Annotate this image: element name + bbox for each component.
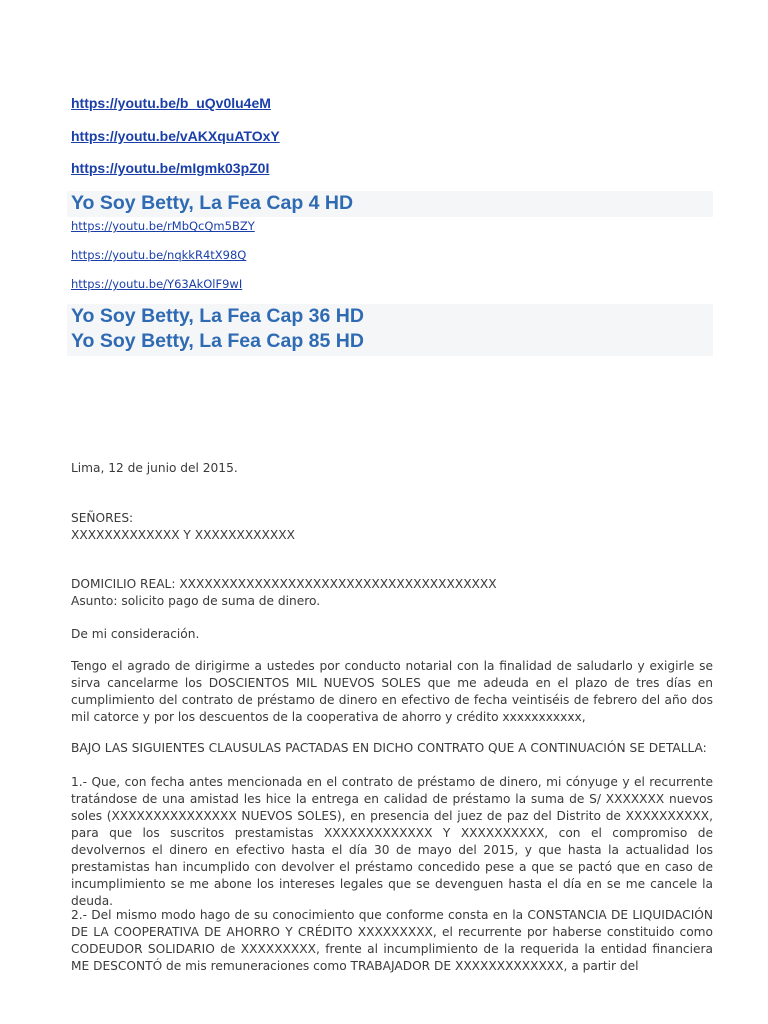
heading-cap-36: Yo Soy Betty, La Fea Cap 36 HD — [71, 305, 364, 327]
video-link-5[interactable]: https://youtu.be/nqkkR4tX98Q — [71, 248, 247, 262]
video-link-2[interactable]: https://youtu.be/vAKXquATOxY — [71, 128, 280, 144]
heading-cap-4: Yo Soy Betty, La Fea Cap 4 HD — [71, 192, 354, 214]
letter-domicilio: DOMICILIO REAL: XXXXXXXXXXXXXXXXXXXXXXXXXXXXXXXXXXXXXX — [71, 577, 497, 591]
video-link-6[interactable]: https://youtu.be/Y63AkOlF9wI — [71, 277, 243, 291]
video-link-3[interactable]: https://youtu.be/mIgmk03pZ0I — [71, 160, 270, 176]
letter-clausulas-heading: BAJO LAS SIGUIENTES CLAUSULAS PACTADAS EN DICHO CONTRATO QUE A CONTINUACIÓN SE DETALLA: — [71, 741, 707, 755]
letter-recipients: XXXXXXXXXXXXX Y XXXXXXXXXXXX — [71, 528, 295, 542]
letter-consideracion: De mi consideración. — [71, 627, 200, 641]
letter-salutation: SEÑORES: — [71, 511, 134, 525]
letter-date: Lima, 12 de junio del 2015. — [71, 461, 238, 475]
letter-paragraph-2: 1.- Que, con fecha antes mencionada en el contrato de préstamo de dinero, mi cónyuge y el recurrente tratándose de una amistad les hice la entrega en calidad de préstamo la suma de S/ XXXXXXX nuevos soles (XXXXXXXXXXXXXXX NUEVOS SOLES), en presencia del juez de paz del Distrito de XXXXXXXXXX, para que los suscritos prestamistas XXXXXXXXXXXXX Y XXXXXXXXXX, con el compromiso de devolvernos el dinero en efectivo hasta el día 30 de mayo del 2015, y que hasta la actualidad los prestamistas han incumplido con devolver el préstamo concedido pese a que se pactó que en caso de incumplimiento se me abone los intereses legales que se devenguen hasta el día en se me cancele la deuda. — [71, 775, 713, 908]
video-link-4[interactable]: https://youtu.be/rMbQcQm5BZY — [71, 219, 255, 233]
letter-asunto: Asunto: solicito pago de suma de dinero. — [71, 594, 321, 608]
video-link-1[interactable]: https://youtu.be/b_uQv0lu4eM — [71, 95, 271, 111]
heading-cap-85: Yo Soy Betty, La Fea Cap 85 HD — [71, 330, 364, 352]
letter-paragraph-3: 2.- Del mismo modo hago de su conocimiento que conforme consta en la CONSTANCIA DE LIQUIDACIÓN DE LA COOPERATIVA DE AHORRO Y CRÉDITO XXXXXXXXX, el recurrente por haberse constituido como CODEUDOR SOLIDARIO de XXXXXXXXX, frente al incumplimiento de la requerida la entidad financiera ME DESCONTÓ de mis remuneraciones como TRABAJADOR DE XXXXXXXXXXXXX, a partir del — [71, 908, 713, 973]
letter-paragraph-1: Tengo el agrado de dirigirme a ustedes por conducto notarial con la finalidad de saludarlo y exigirle se sirva cancelarme los DOSCIENTOS MIL NUEVOS SOLES que me adeuda en el plazo de tres días en cumplimiento del contrato de préstamo de dinero en efectivo de fecha veintiséis de febrero del año dos mil catorce y por los descuentos de la cooperativa de ahorro y crédito xxxxxxxxxxx, — [71, 659, 713, 724]
